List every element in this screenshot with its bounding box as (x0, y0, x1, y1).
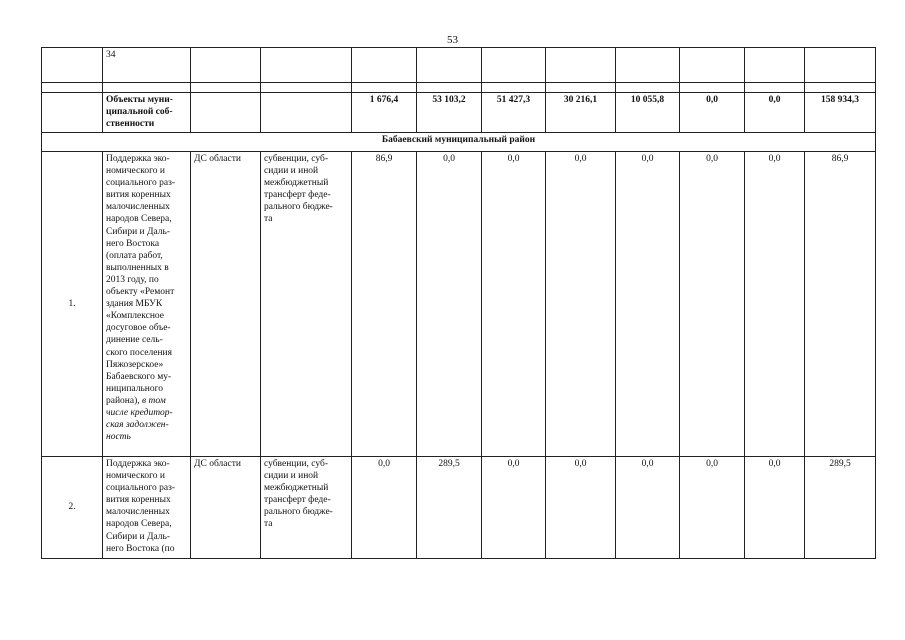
row-value: 0,0 (616, 457, 680, 559)
total-value: 30 216,1 (546, 93, 616, 133)
row-34-number: 34 (103, 48, 191, 83)
row-value: 0,0 (745, 152, 805, 457)
row-value: 0,0 (352, 457, 417, 559)
row-description-italic: в том числе кредитор- ская задолжен- ность (106, 395, 173, 443)
row-value: 0,0 (482, 457, 546, 559)
row-transfer-type: субвенции, суб- сидии и иной межбюджетный трансферт феде- рального бюдже- та (261, 152, 352, 457)
row-value: 0,0 (616, 152, 680, 457)
row-description (103, 152, 191, 457)
table-row-34 (42, 48, 876, 83)
row-number: 2. (42, 457, 103, 559)
total-value: 0,0 (745, 93, 805, 133)
total-value: 1 676,4 (352, 93, 417, 133)
budget-table (41, 47, 876, 559)
section-title: Бабаевский муниципальный район (42, 133, 876, 152)
total-value: 0,0 (680, 93, 745, 133)
table-row-total (42, 93, 876, 133)
row-description-text: Поддержка эко- номического и социального раз- вития коренных малочисленных народов Севера, Сибири и Даль- него Востока (оплата работ, выполненных в 2013 году, по объекту «Ремонт здания МБУК «Комплексное досуговое объе- динение сель- ского поселения Пяжозерское» Бабаевского му- ниципального района), (106, 154, 176, 406)
row-value: 0,0 (745, 457, 805, 559)
table-row-spacer (42, 83, 876, 93)
total-value: 51 427,3 (482, 93, 546, 133)
row-value: 0,0 (417, 152, 482, 457)
table-row (42, 457, 876, 559)
table-row (42, 152, 876, 457)
row-value: 0,0 (546, 457, 616, 559)
row-value: 289,5 (805, 457, 876, 559)
page-number: 53 (447, 34, 458, 46)
section-header-row (42, 133, 876, 152)
row-number: 1. (42, 152, 103, 457)
total-value: 158 934,3 (805, 93, 876, 133)
row-description-text: Поддержка эко- номического и социального раз- вития коренных малочисленных народов Севера, Сибири и Даль- него Востока (по (103, 457, 191, 559)
total-value: 10 055,8 (616, 93, 680, 133)
row-value: 289,5 (417, 457, 482, 559)
row-transfer-type: субвенции, суб- сидии и иной межбюджетный трансферт феде- рального бюдже- та (261, 457, 352, 559)
row-value: 0,0 (680, 457, 745, 559)
row-value: 0,0 (482, 152, 546, 457)
row-value: 86,9 (805, 152, 876, 457)
row-funding-source: ДС области (191, 457, 261, 559)
total-label: Объекты муни- ципальной соб- ственности (103, 93, 191, 133)
row-value: 0,0 (546, 152, 616, 457)
row-funding-source: ДС области (191, 152, 261, 457)
total-value: 53 103,2 (417, 93, 482, 133)
row-value: 0,0 (680, 152, 745, 457)
row-value: 86,9 (352, 152, 417, 457)
